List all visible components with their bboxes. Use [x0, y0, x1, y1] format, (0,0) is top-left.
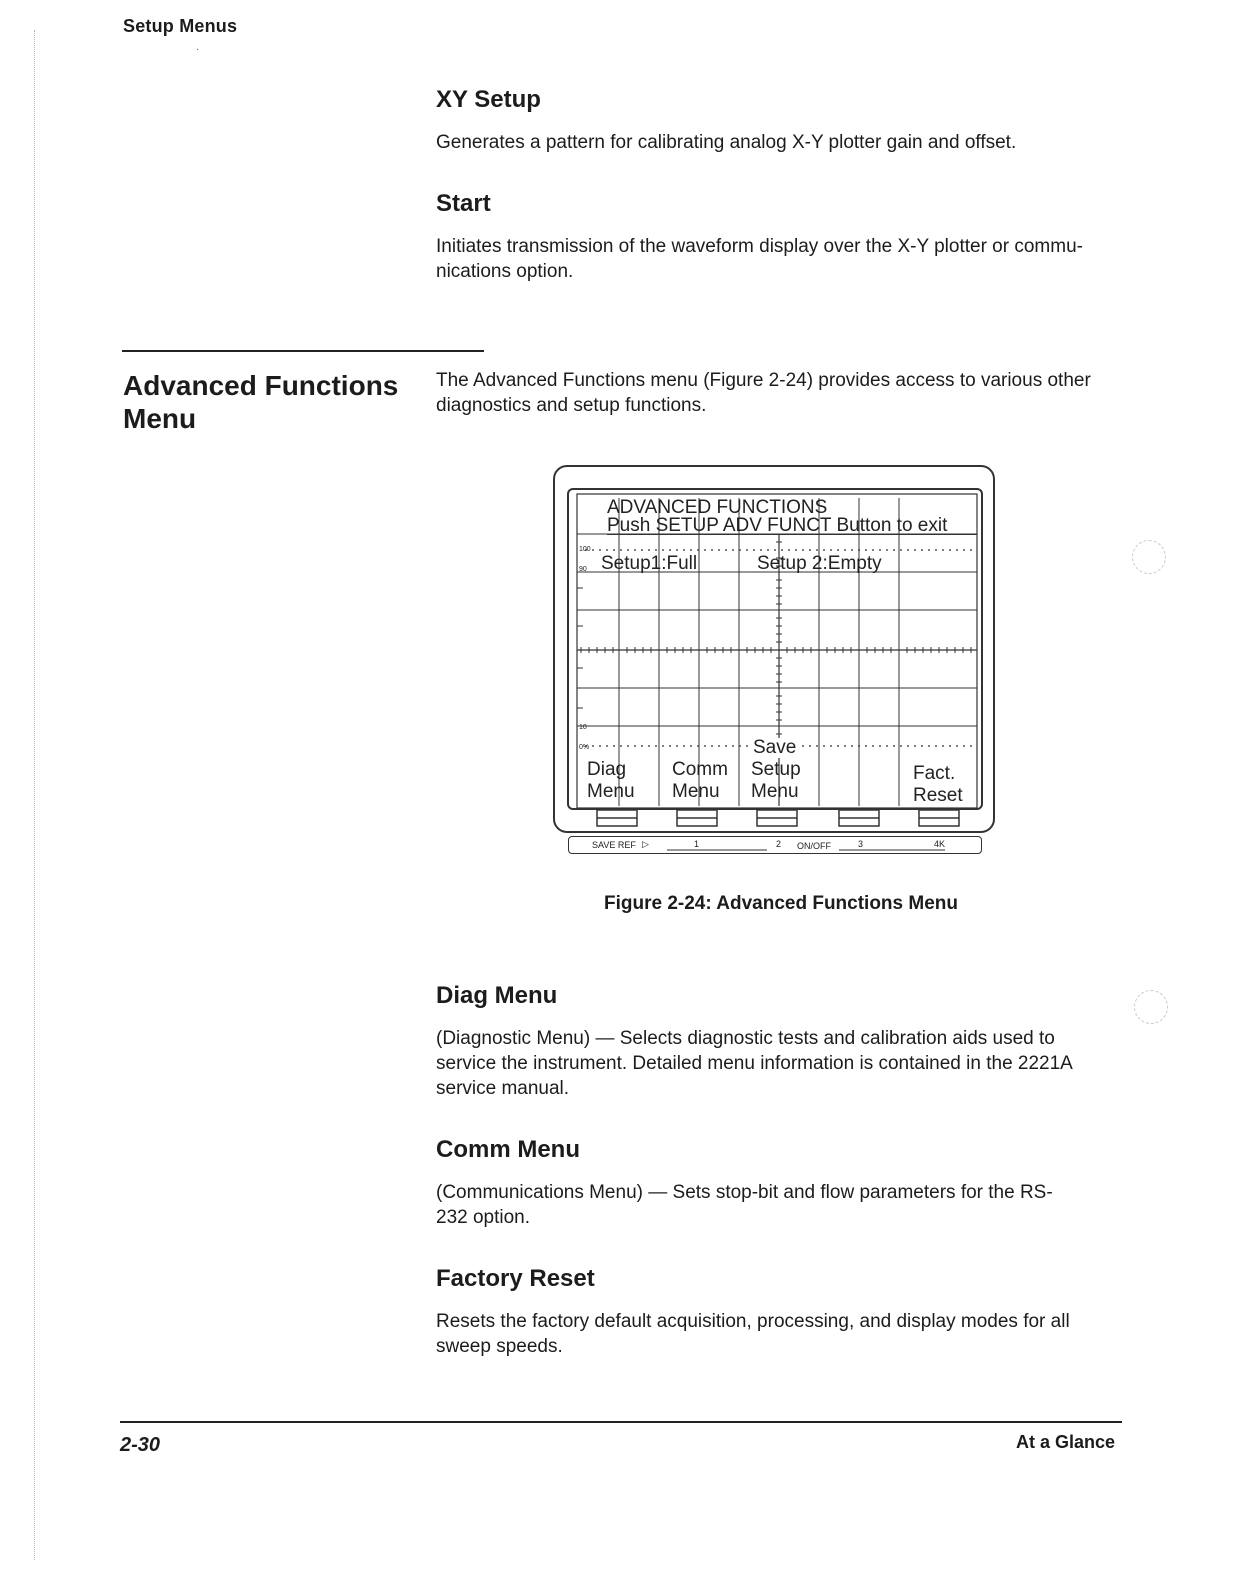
- screen-title: ADVANCED FUNCTIONS: [607, 497, 828, 518]
- scope-screen-content: [577, 494, 977, 808]
- page-number: 2-30: [120, 1434, 161, 1456]
- diag-menu-heading: Diag Menu: [436, 982, 558, 1009]
- softkey-diag-line2: Menu: [587, 781, 635, 802]
- softkey-fact-line1: Fact.: [913, 763, 956, 784]
- softkey-comm-line1: Comm: [672, 759, 728, 780]
- print-speck: ·: [196, 44, 200, 55]
- section-title: Advanced Functions Menu: [123, 370, 399, 434]
- comm-menu-heading: Comm Menu: [436, 1136, 580, 1163]
- start-heading: Start: [436, 190, 491, 217]
- key-label-2: 2: [776, 839, 782, 849]
- binder-hole-icon: [1132, 540, 1166, 574]
- factory-reset-body: Resets the factory default acquisition, processing, and display modes for all sweep speeds.: [436, 1311, 1070, 1357]
- graticule-label-10: 10: [579, 724, 587, 731]
- key-label-on-off: ON/OFF: [797, 841, 831, 851]
- page-binding-edge: [34, 30, 35, 1560]
- xy-setup-heading: XY Setup: [436, 86, 541, 113]
- factory-reset-heading: Factory Reset: [436, 1265, 595, 1292]
- running-head: Setup Menus: [123, 16, 238, 36]
- softkey-diag-line1: Diag: [587, 759, 627, 780]
- key-label-4k: 4K: [934, 839, 946, 849]
- key-label-1: 1: [694, 839, 700, 849]
- softkey-save-line2: Setup: [751, 759, 801, 780]
- binder-hole-icon: [1134, 990, 1168, 1024]
- graticule-label-90: 90: [579, 566, 587, 573]
- setup1-status: Setup1:Full: [601, 553, 698, 574]
- key-label-3: 3: [858, 839, 864, 849]
- softkey-save-line3: Menu: [751, 781, 799, 802]
- footer-title: At a Glance: [1015, 1432, 1115, 1452]
- comm-menu-body: (Communications Menu) — Sets stop-bit and flow parameters for the RS-232 option.: [436, 1182, 1053, 1228]
- diag-menu-body: (Diagnostic Menu) — Selects diagnostic tests and calibration aids used to service the instrument. Detailed menu information is contained in the 2221A service manual.: [436, 1028, 1072, 1099]
- section-rule: [122, 350, 484, 352]
- start-body: Initiates transmission of the waveform display over the X-Y plotter or commu- nications option.: [436, 236, 1083, 282]
- screen-instruction: Push SETUP ADV FUNCT Button to exit: [607, 515, 948, 536]
- xy-setup-body: Generates a pattern for calibrating analog X-Y plotter gain and offset.: [436, 132, 1017, 153]
- figure-caption: Figure 2-24: Advanced Functions Menu: [603, 893, 958, 914]
- softkey-fact-line2: Reset: [913, 785, 963, 806]
- key-label-save-ref: SAVE REF: [592, 840, 636, 850]
- section-intro: The Advanced Functions menu (Figure 2-24) provides access to various other diagnostics and setup functions.: [436, 370, 1091, 416]
- graticule-label-100: 100: [579, 546, 591, 553]
- footer-rule: [120, 1421, 1122, 1423]
- graticule-label-0: 0%: [579, 744, 590, 751]
- setup2-status: Setup 2:Empty: [757, 553, 882, 574]
- arrow-right-icon: ▷: [642, 839, 649, 849]
- softkey-comm-line2: Menu: [672, 781, 720, 802]
- screen-title-underline: [607, 534, 977, 535]
- softkey-save-line1: Save: [753, 737, 797, 758]
